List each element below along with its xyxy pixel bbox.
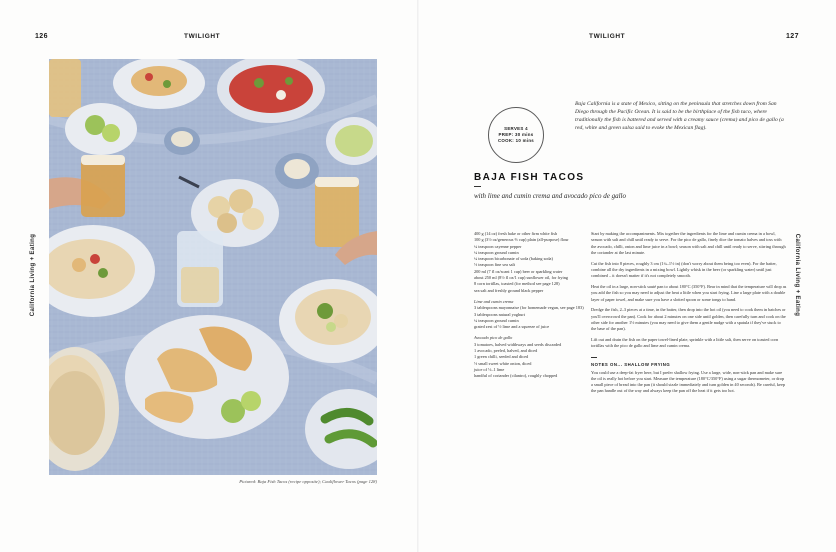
ingredient-item: grated zest of ½ lime and a squeeze of juice <box>474 324 550 330</box>
serves-label: SERVES 4 <box>504 125 528 131</box>
notes-rule <box>591 357 597 358</box>
ingredient-item: 400 g (14 oz) fresh hake or other firm white fish <box>474 231 558 236</box>
ingredient-item: 1 avocado, peeled, halved, and diced <box>474 348 538 354</box>
ingredient-item: 3 tablespoons mayonnaise (for homemade vegan, see page 183) <box>474 305 584 311</box>
ingredient-item: 3 tablespoons natural yoghurt <box>474 311 525 317</box>
left-running-head: TWILIGHT <box>184 33 221 40</box>
ingredient-item: ¼ teaspoon ground cumin <box>474 249 519 255</box>
left-page-number: 126 <box>35 33 48 40</box>
ingredient-item: ¼ teaspoon bicarbonate of soda (baking soda) <box>474 256 553 262</box>
ingredient-item: sea salt and freshly ground black pepper <box>474 287 544 293</box>
method-step: Heat the oil in a large, non-stick sauté pan to about 180°C (350°F). Bear in mind that the temperature will drop as you add the fish so you may need to adjust the heat a little when you start frying. Line a large plate with a double layer of paper towel, and make sure you have a slotted spoon or some tongs to hand. <box>591 284 787 302</box>
right-side-tab: California Living + Eating <box>794 233 800 317</box>
method-step: Cut the fish into 8 pieces, roughly 3 cm (1¼–1½ in) (don't worry about them being too even). For the batter, combine all the dry ingredients in a mixing bowl. Lightly whisk in the beer (or sparkling water) until just combined – it doesn't matter if it's not completely smooth. <box>591 260 777 279</box>
notes-title: NOTES ON... SHALLOW FRYING <box>591 361 671 367</box>
notes-text: You could use a deep-fat fryer here, but I prefer shallow frying. Use a large, wide, non-stick pan and make sure the oil is really hot before you start. Measure the temperature (180°C/350°F) using a sugar thermometer, or drop a small piece of bread into the pan (it should sizzle immediately and turn golden in 40 seconds). Be careful, keep the pan handle out of the way and always keep the pan off the heat if it gets too hot. <box>591 369 786 394</box>
recipe-title: BAJA FISH TACOS <box>474 172 585 183</box>
recipe-photo <box>49 59 377 475</box>
ingredient-item: 3 tomatoes, halved widthways and seeds discarded <box>474 341 562 347</box>
ingredients-list <box>474 231 584 380</box>
right-running-head: TWILIGHT <box>589 33 626 40</box>
left-side-tab: California Living + Eating <box>30 233 36 317</box>
title-rule <box>474 186 481 187</box>
serves-prep-cook-badge <box>488 107 544 163</box>
recipe-subtitle: with lime and cumin crema and avocado pico de gallo <box>474 192 626 200</box>
ingredient-item: ½ small sweet white onion, diced <box>474 360 532 366</box>
method-step: Lift out and drain the fish on the paper towel-lined plate, sprinkle with a little salt, then serve on toasted corn tortillas with the pico de gallo and lime and cumin crema. <box>591 337 779 349</box>
right-page-number: 127 <box>786 33 799 40</box>
ingredient-item: ¼ teaspoon cayenne pepper <box>474 243 522 249</box>
recipe-intro: Baja California is a state of Mexico, sitting on the peninsula that stretches down from San Diego through the Pacific Ocean. It is said to be the birthplace of the fish taco, where traditionally the fish is battered and served with a creamy sauce (crema) and pico de gallo (a red, white and green salsa said to evoke the Mexican flag). <box>575 101 784 132</box>
ingredient-item: juice of ½–1 lime <box>474 366 505 372</box>
ingredient-item: 8 corn tortillas, toasted (for method see page 128) <box>474 281 560 287</box>
ingredient-item: about 250 ml (8½ fl oz/1 cup) sunflower oil, for frying <box>474 275 569 281</box>
ingredient-item: 100 g (3½ oz/generous ⅔ cup) plain (all-purpose) flour <box>474 237 569 243</box>
ingredient-item: ¼ teaspoon ground cumin <box>474 317 519 323</box>
prep-time: PREP: 30 mins <box>498 131 534 137</box>
ingredient-item: ½ teaspoon fine sea salt <box>474 262 515 268</box>
tacos-table-illustration <box>49 59 377 475</box>
crema-heading: Lime and cumin crema <box>474 298 514 304</box>
method-step: Dredge the fish, 2–3 pieces at a time, in the batter, then drop into the hot oil (you need to cook them in batches or you'll overcrowd the pan). Cook for about 2 minutes on one side until golden, then carefully turn and cook on the other side for another 1½ minutes (you may need to give them a gentle nudge with a spatula if they've stuck to the base of the pan). <box>591 307 786 332</box>
ingredient-item: 200 ml (7 fl oz/scant 1 cup) beer or sparkling water <box>474 268 563 274</box>
method-column <box>591 231 787 399</box>
method-step: Start by making the accompaniments. Mix together the ingredients for the lime and cumin crema in a bowl, season with salt and chill until ready to serve. For the pico de gallo, finely dice the tomato halves and toss with the avocado, chilli, onion and lime juice in a bowl; season with salt and chill until ready to serve, stirring through the coriander at the last minute. <box>591 231 786 255</box>
page-gutter <box>417 0 419 552</box>
ingredient-item: handful of coriander (cilantro), roughly chopped <box>474 373 558 379</box>
cook-time: COOK: 10 mins <box>497 138 535 144</box>
ingredient-item: 1 green chilli, seeded and diced <box>474 354 529 360</box>
photo-caption: Pictured: Baja Fish Tacos (recipe opposite); Cauliflower Tacos (page 128) <box>239 479 377 484</box>
pico-heading: Avocado pico de gallo <box>474 335 513 341</box>
